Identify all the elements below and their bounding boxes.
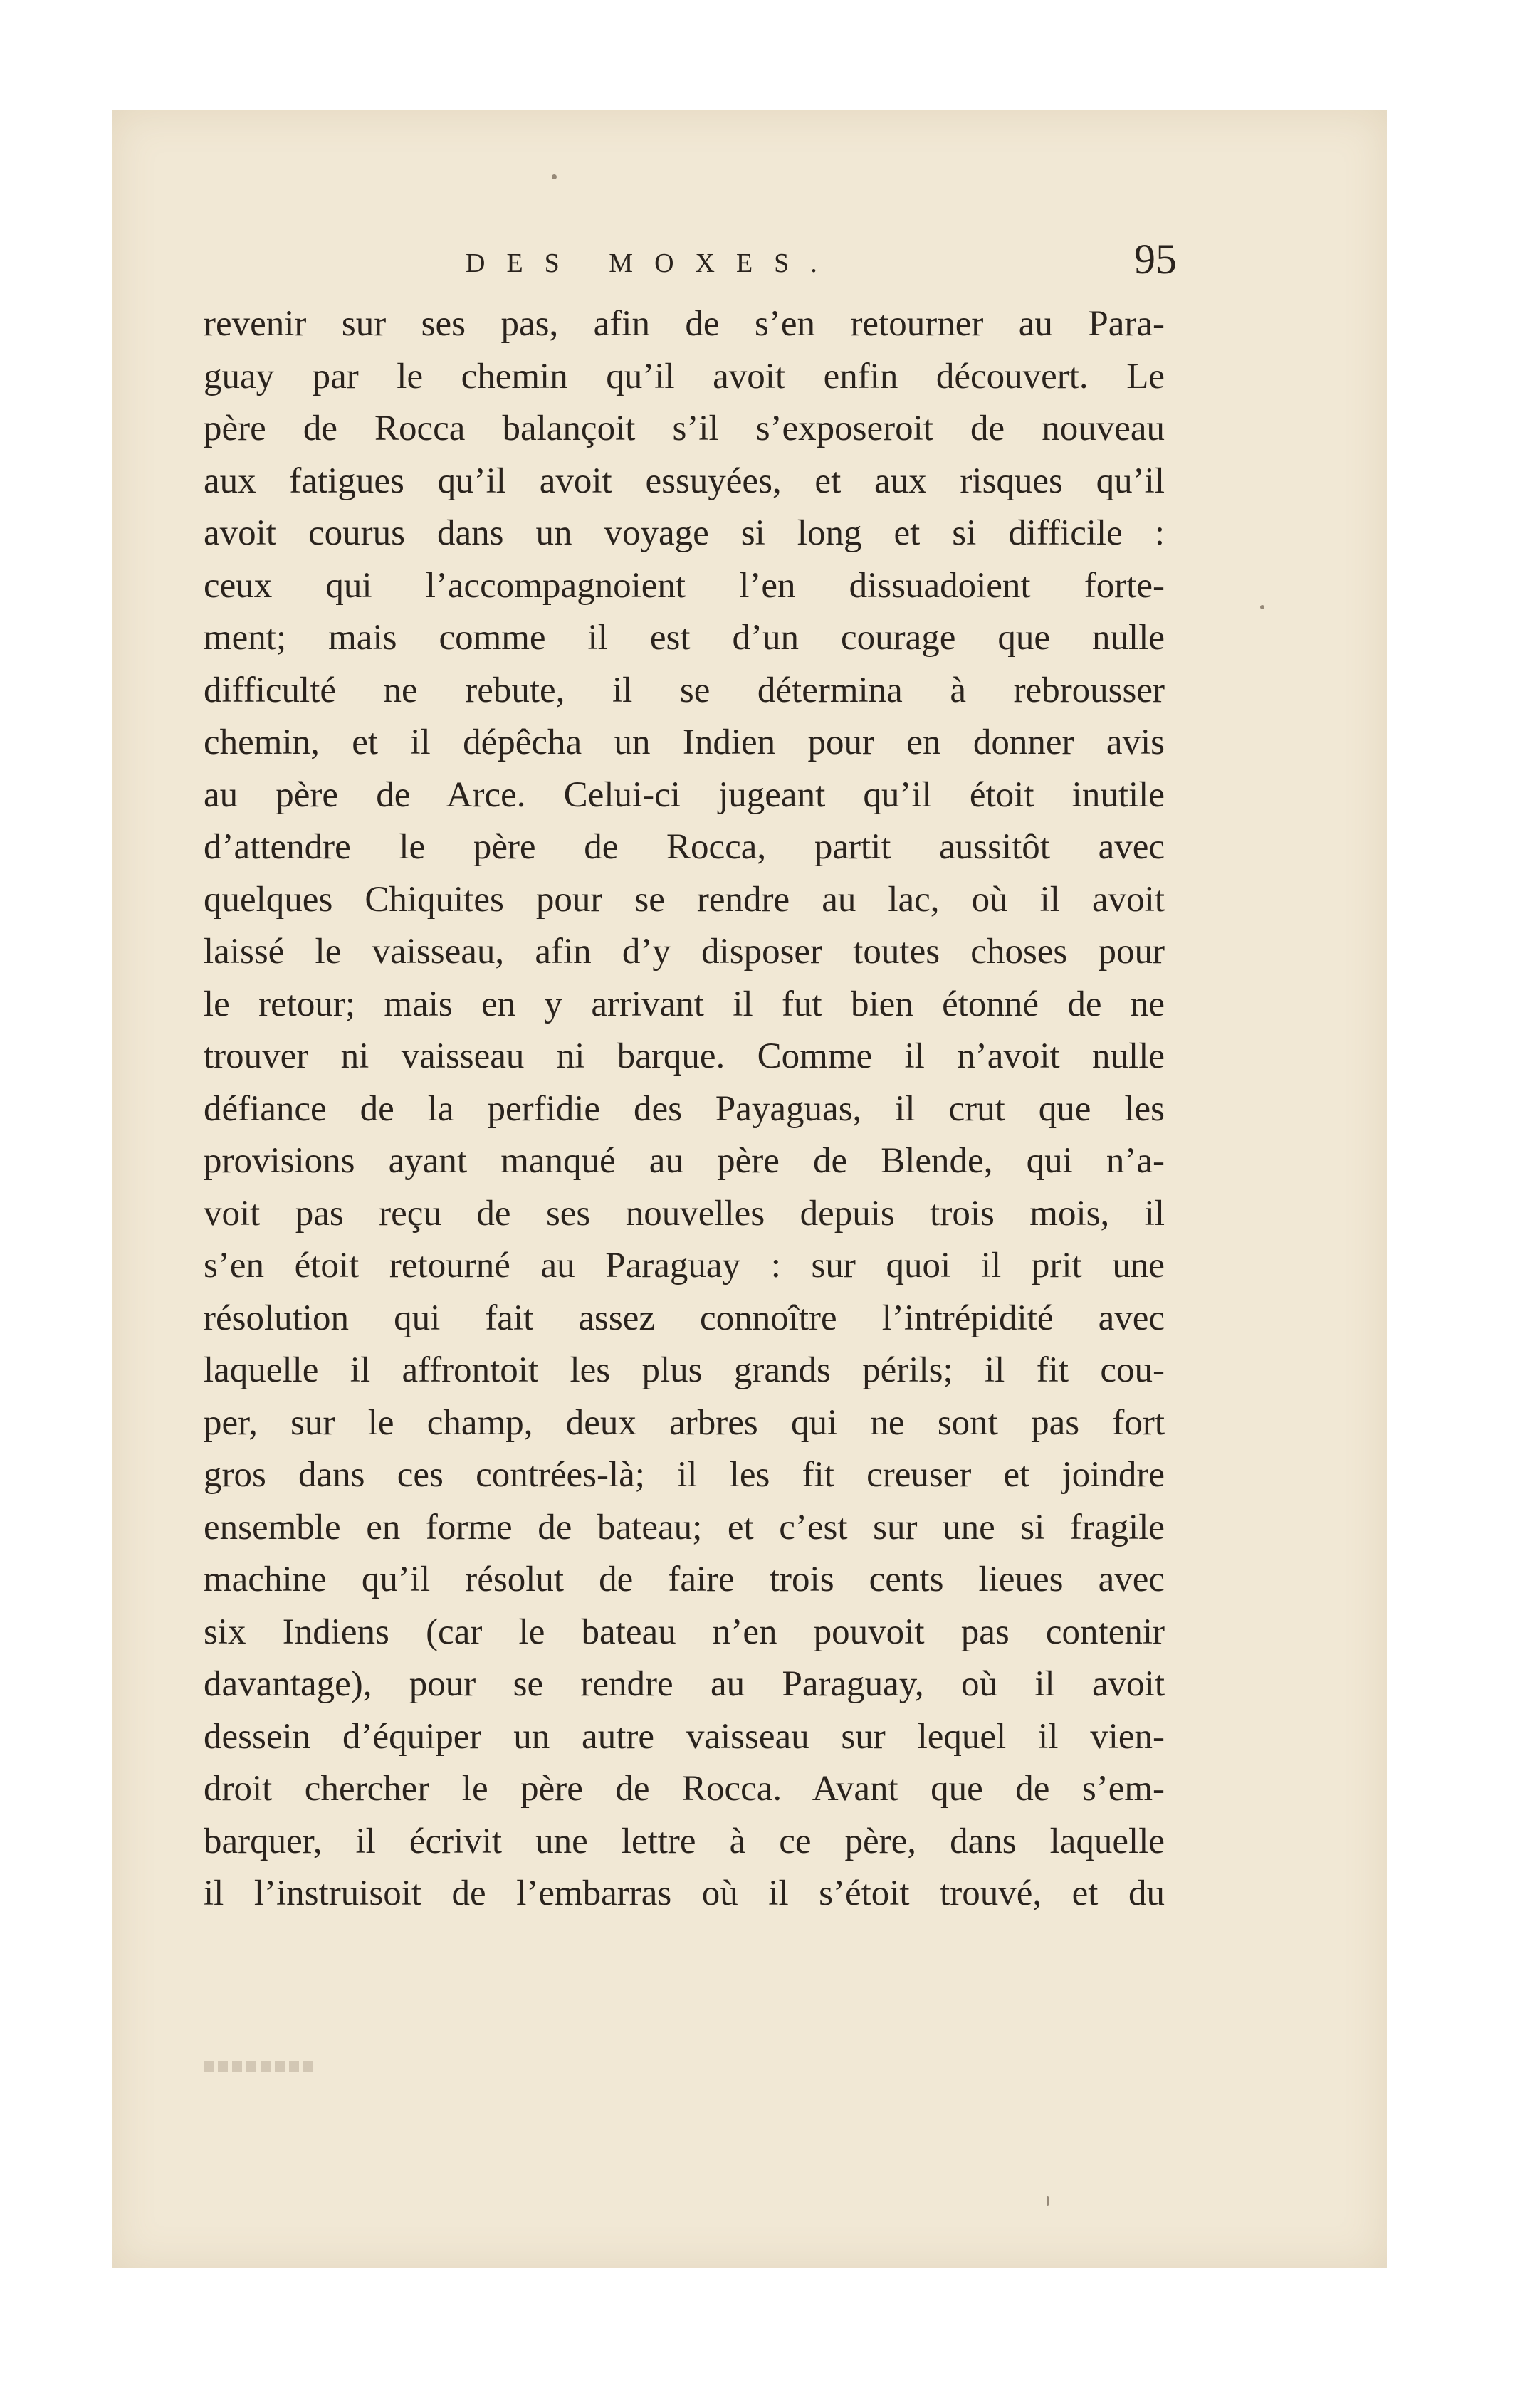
faint-bleed-mark bbox=[204, 2061, 318, 2072]
text-line: machine qu’il résolut de faire trois cents lieues avec bbox=[204, 1560, 1165, 1599]
text-line: provisions ayant manqué au père de Blende, qui n’a- bbox=[204, 1141, 1165, 1181]
text-line: ceux qui l’accompagnoient l’en dissuadoient forte- bbox=[204, 565, 1165, 606]
text-line: au père de Arce. Celui-ci jugeant qu’il étoit inutile bbox=[204, 774, 1165, 815]
text-line: trouver ni vaisseau ni barque. Comme il n’avoit nulle bbox=[204, 1036, 1165, 1076]
text-line: avoit courus dans un voyage si long et si difficile : bbox=[204, 513, 1165, 553]
book-page bbox=[112, 110, 1387, 2268]
text-line: père de Rocca balançoit s’il s’exposeroit de nouveau bbox=[204, 409, 1165, 448]
text-line: revenir sur ses pas, afin de s’en retourner au Para- bbox=[204, 304, 1165, 344]
text-line: ensemble en forme de bateau; et c’est sur une si fragile bbox=[204, 1507, 1165, 1547]
paper-speck bbox=[1047, 2196, 1049, 2206]
text-line: laquelle il affrontoit les plus grands périls; il fit cou- bbox=[204, 1350, 1165, 1390]
text-line: droit chercher le père de Rocca. Avant que de s’em- bbox=[204, 1769, 1165, 1809]
text-line: laissé le vaisseau, afin d’y disposer toutes choses pour bbox=[204, 932, 1165, 972]
text-line: le retour; mais en y arrivant il fut bien étonné de ne bbox=[204, 984, 1165, 1024]
text-line: s’en étoit retourné au Paraguay : sur quoi il prit une bbox=[204, 1246, 1165, 1286]
text-line: quelques Chiquites pour se rendre au lac, où il avoit bbox=[204, 879, 1165, 920]
text-line: barquer, il écrivit une lettre à ce père, dans laquelle bbox=[204, 1821, 1165, 1861]
text-line: difficulté ne rebute, il se détermina à rebrousser bbox=[204, 670, 1165, 710]
page-number: 95 bbox=[1134, 236, 1177, 283]
text-line: ment; mais comme il est d’un courage que nulle bbox=[204, 618, 1165, 658]
text-line: dessein d’équiper un autre vaisseau sur lequel il vien- bbox=[204, 1716, 1165, 1757]
body-text bbox=[204, 298, 1165, 1920]
text-line: d’attendre le père de Rocca, partit aussitôt avec bbox=[204, 827, 1165, 867]
paper-speck bbox=[1260, 605, 1264, 609]
paper-speck bbox=[552, 174, 557, 179]
text-line: aux fatigues qu’il avoit essuyées, et aux risques qu’il bbox=[204, 461, 1165, 501]
text-line: six Indiens (car le bateau n’en pouvoit pas contenir bbox=[204, 1612, 1165, 1652]
text-line: il l’instruisoit de l’embarras où il s’étoit trouvé, et du bbox=[204, 1873, 1165, 1913]
text-line: résolution qui fait assez connoître l’intrépidité avec bbox=[204, 1298, 1165, 1338]
running-head bbox=[112, 235, 1387, 292]
text-line: per, sur le champ, deux arbres qui ne sont pas fort bbox=[204, 1402, 1165, 1443]
text-line: défiance de la perfidie des Payaguas, il crut que les bbox=[204, 1088, 1165, 1129]
text-line: chemin, et il dépêcha un Indien pour en donner avis bbox=[204, 722, 1165, 762]
text-line: davantage), pour se rendre au Paraguay, où il avoit bbox=[204, 1664, 1165, 1704]
text-line: guay par le chemin qu’il avoit enfin découvert. Le bbox=[204, 356, 1165, 396]
running-title: DES MOXES. bbox=[466, 248, 839, 278]
text-line: voit pas reçu de ses nouvelles depuis trois mois, il bbox=[204, 1193, 1165, 1234]
text-line: gros dans ces contrées-là; il les fit creuser et joindre bbox=[204, 1455, 1165, 1495]
